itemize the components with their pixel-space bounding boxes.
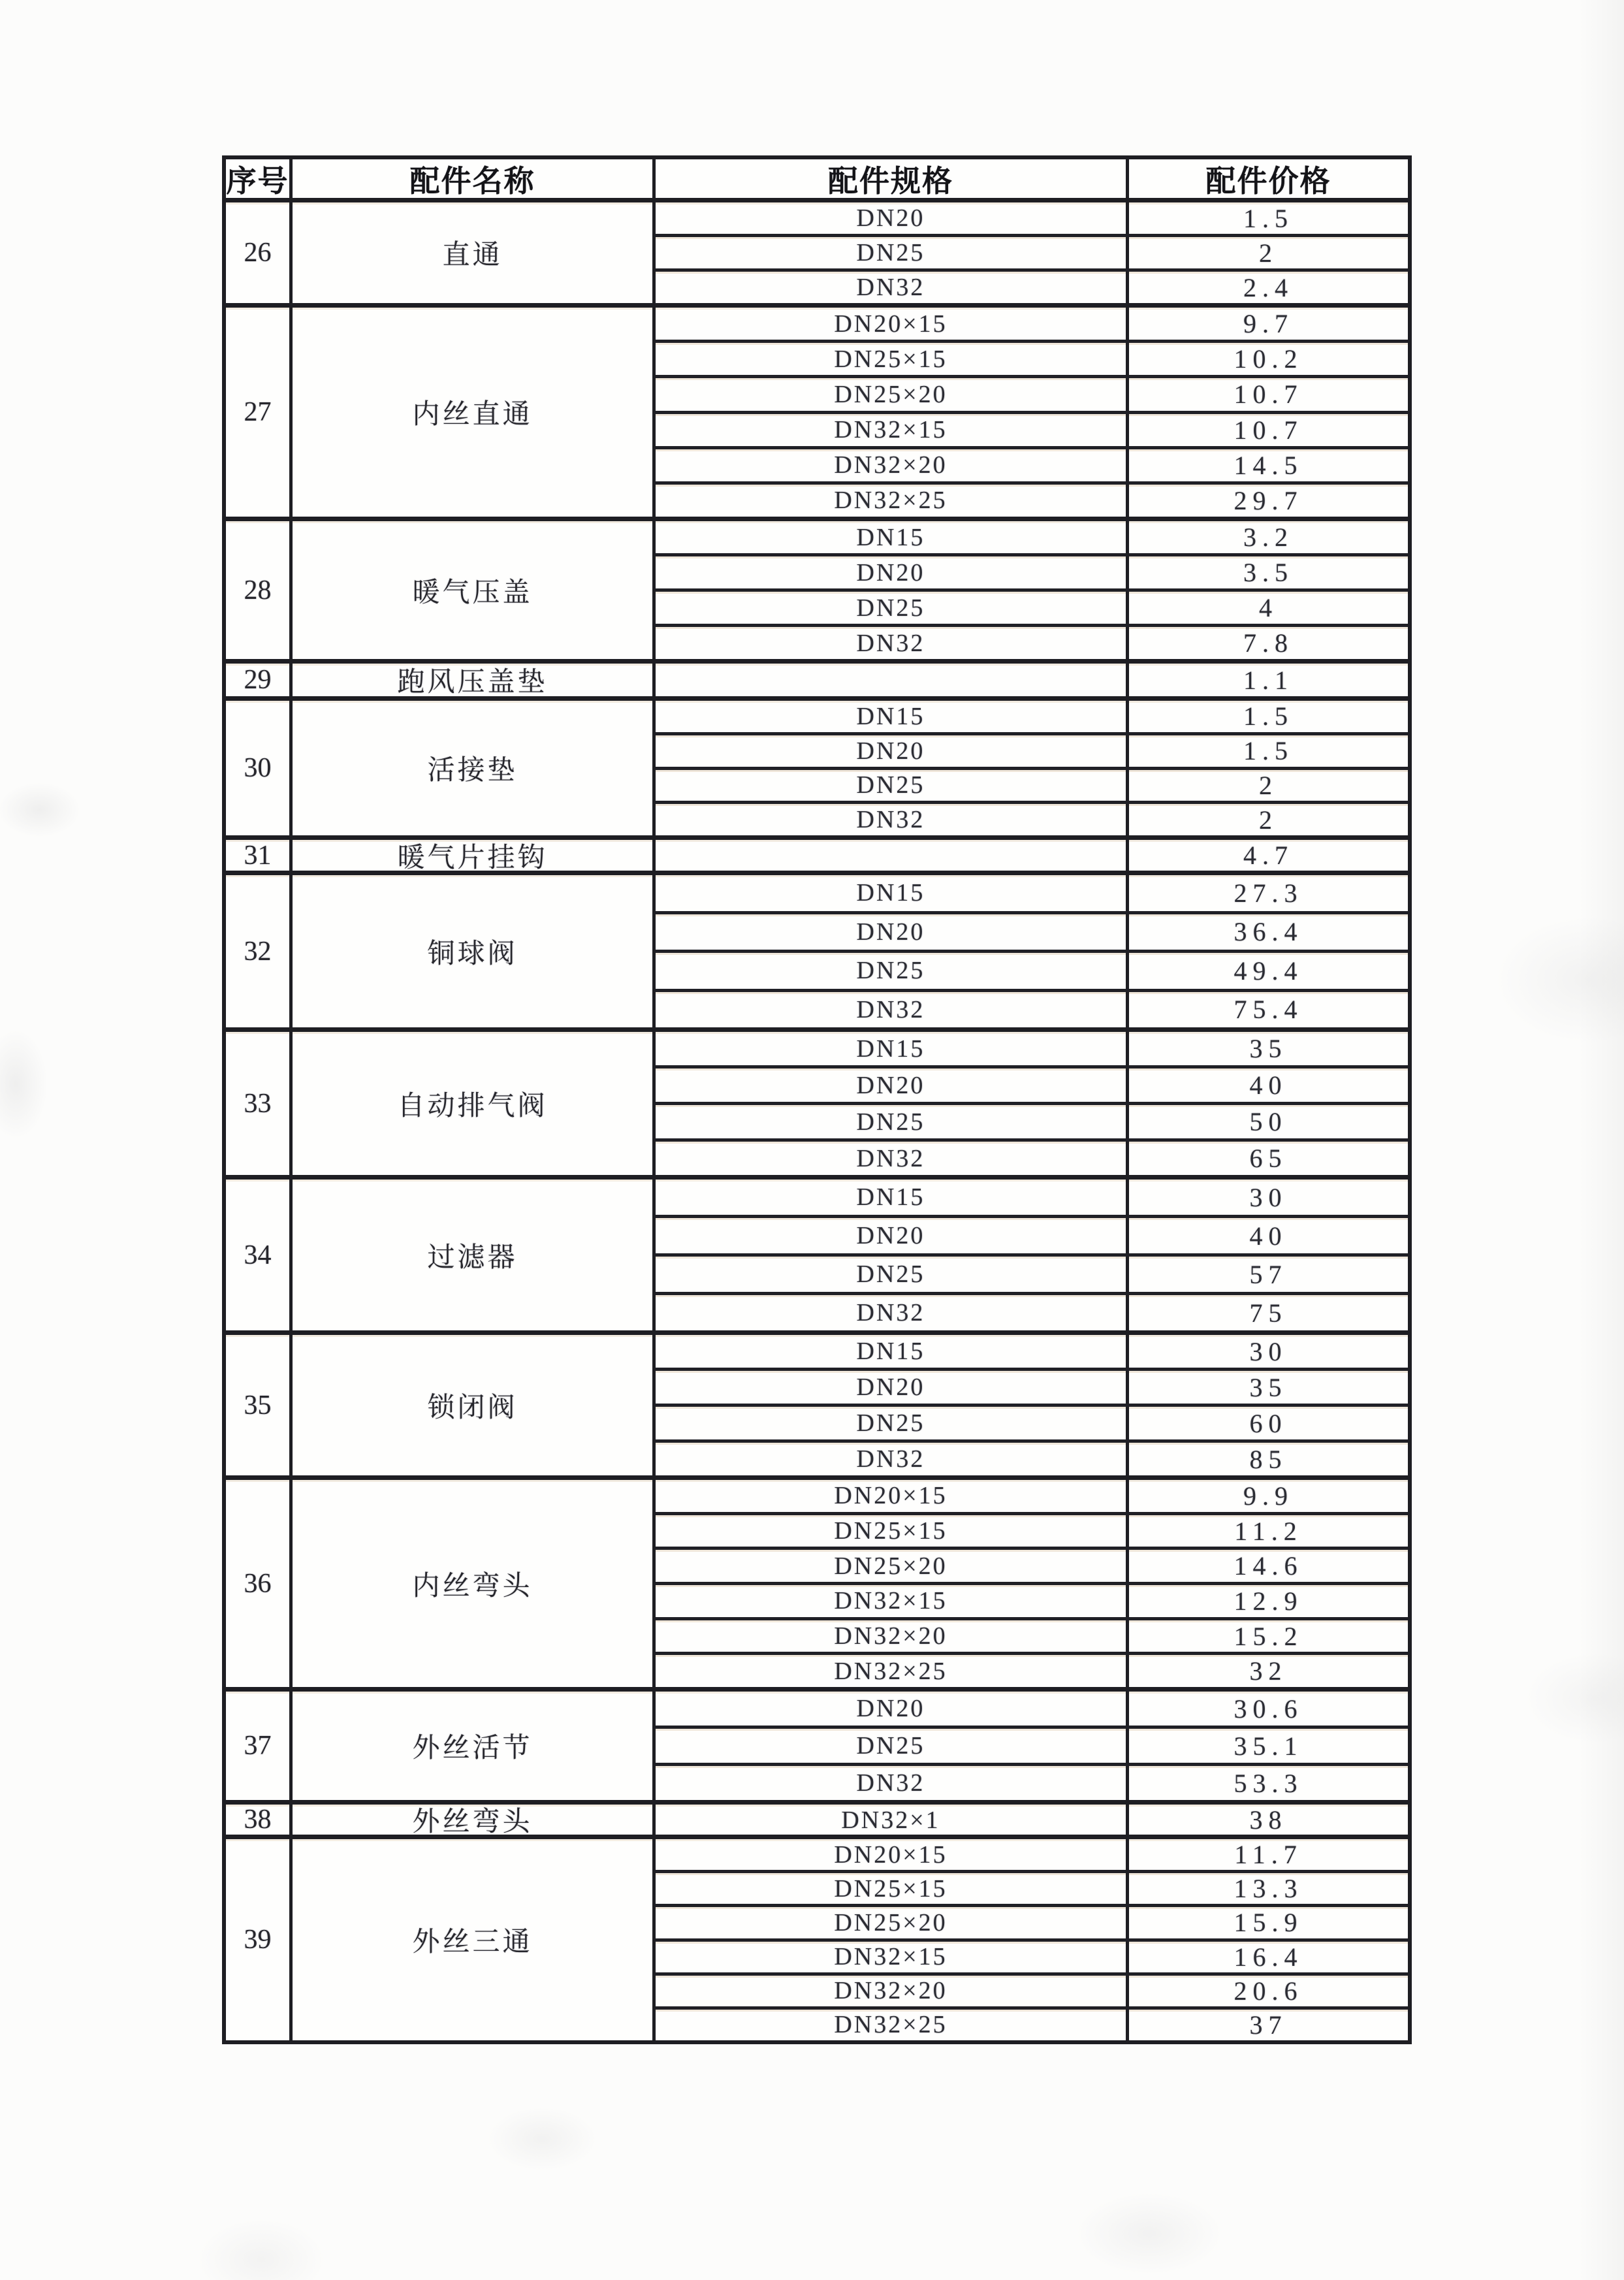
group-rows: [656, 701, 1408, 835]
table-row: [656, 1547, 1408, 1582]
group-rows: [656, 664, 1408, 696]
price-cell: 10.2: [1234, 344, 1303, 374]
spec-cell: DN20: [656, 1371, 1129, 1404]
group-rows: [656, 1805, 1408, 1835]
group-name: 暖气压盖: [293, 521, 656, 659]
table-row: [656, 446, 1408, 481]
spec-cell: DN32×20: [656, 1976, 1129, 2006]
group-rows: [656, 875, 1408, 1027]
spec-cell: DN25×15: [656, 343, 1129, 375]
group-name: 直通: [293, 202, 656, 303]
price-cell: 40: [1249, 1221, 1288, 1251]
group-rows: [656, 521, 1408, 659]
price-cell: 10.7: [1234, 415, 1303, 445]
price-cell: 36.4: [1234, 917, 1303, 947]
table-row: [656, 2006, 1408, 2040]
group-index: 33: [226, 1032, 293, 1175]
spec-cell: DN32: [656, 1766, 1129, 1800]
spec-cell: DN20: [656, 202, 1129, 234]
group-name: 自动排气阀: [293, 1032, 656, 1175]
table-row: [656, 1617, 1408, 1652]
price-cell: 2: [1259, 238, 1278, 268]
price-cell: 30: [1249, 1336, 1288, 1366]
group-rows: [656, 1839, 1408, 2040]
price-cell: 35.1: [1234, 1731, 1303, 1761]
table-group-35: [226, 1330, 1408, 1475]
spec-cell: DN32: [656, 627, 1129, 659]
table-row: [656, 950, 1408, 989]
group-rows: [656, 202, 1408, 303]
group-index: 26: [226, 202, 293, 303]
group-index: 37: [226, 1692, 293, 1800]
table-row: [656, 1839, 1408, 1870]
group-index: 34: [226, 1180, 293, 1330]
price-cell: 12.9: [1234, 1586, 1303, 1616]
table-row: [656, 1215, 1408, 1253]
table-row: [656, 1582, 1408, 1617]
table-group-31: [226, 835, 1408, 871]
price-cell: 4: [1259, 593, 1278, 622]
price-cell: 7.8: [1243, 628, 1294, 658]
spec-cell: DN32×20: [656, 449, 1129, 481]
table-group-36: [226, 1475, 1408, 1687]
group-name: 内丝弯头: [293, 1480, 656, 1687]
price-cell: 50: [1249, 1107, 1288, 1136]
spec-cell: DN20: [656, 1692, 1129, 1726]
table-row: [656, 1138, 1408, 1175]
price-cell: 53.3: [1234, 1768, 1303, 1798]
spec-cell: [656, 664, 1129, 696]
table-group-39: [226, 1835, 1408, 2040]
price-cell: 9.9: [1243, 1481, 1294, 1511]
price-cell: 35: [1249, 1372, 1288, 1402]
price-cell: 85: [1249, 1444, 1288, 1474]
table-row: [656, 588, 1408, 624]
table-row: [656, 840, 1408, 871]
price-cell: 65: [1249, 1144, 1288, 1173]
price-cell: 10.7: [1234, 379, 1303, 409]
spec-cell: DN25: [656, 237, 1129, 268]
spec-cell: DN15: [656, 701, 1129, 732]
table-row: [656, 767, 1408, 801]
table-group-38: [226, 1800, 1408, 1835]
table-group-30: [226, 696, 1408, 835]
spec-cell: DN20: [656, 556, 1129, 588]
group-name: 过滤器: [293, 1180, 656, 1330]
group-name: 外丝弯头: [293, 1805, 656, 1835]
price-cell: 30: [1249, 1182, 1288, 1212]
spec-cell: DN15: [656, 521, 1129, 553]
spec-cell: DN25×20: [656, 1550, 1129, 1582]
price-cell: 9.7: [1243, 309, 1294, 339]
spec-cell: DN32: [656, 1142, 1129, 1175]
spec-cell: DN25: [656, 953, 1129, 989]
group-index: 38: [226, 1805, 293, 1835]
table-group-28: [226, 517, 1408, 659]
spec-cell: DN32: [656, 804, 1129, 835]
spec-cell: DN20: [656, 1068, 1129, 1102]
table-row: [656, 732, 1408, 767]
col-header-index: 序号: [226, 159, 293, 198]
table-group-37: [226, 1687, 1408, 1800]
group-index: 30: [226, 701, 293, 835]
col-header-name: 配件名称: [293, 159, 656, 198]
price-cell: 16.4: [1234, 1942, 1303, 1972]
spec-cell: DN25×15: [656, 1873, 1129, 1904]
price-cell: 3.5: [1243, 558, 1294, 587]
group-index: 35: [226, 1335, 293, 1475]
table-row: [656, 911, 1408, 950]
price-cell: 11.2: [1234, 1516, 1303, 1546]
spec-cell: DN20: [656, 1218, 1129, 1253]
table-row: [656, 411, 1408, 446]
spec-cell: DN15: [656, 1032, 1129, 1065]
table-row: [656, 375, 1408, 410]
spec-cell: DN25×20: [656, 1907, 1129, 1938]
table-row: [656, 1692, 1408, 1726]
spec-cell: DN20: [656, 914, 1129, 950]
table-row: [656, 1726, 1408, 1763]
table-row: [656, 234, 1408, 268]
price-cell: 14.6: [1234, 1551, 1303, 1581]
spec-cell: DN32×25: [656, 485, 1129, 517]
price-cell: 75.4: [1234, 995, 1303, 1025]
price-cell: 13.3: [1234, 1874, 1303, 1904]
spec-cell: DN15: [656, 1180, 1129, 1215]
table-row: [656, 481, 1408, 517]
spec-cell: DN25: [656, 592, 1129, 624]
group-name: 外丝活节: [293, 1692, 656, 1800]
table-row: [656, 1253, 1408, 1292]
table-row: [656, 1904, 1408, 1938]
table-group-32: [226, 871, 1408, 1027]
spec-cell: DN20×15: [656, 1480, 1129, 1512]
table-header-row: [226, 159, 1408, 198]
group-name: 铜球阀: [293, 875, 656, 1027]
price-cell: 57: [1249, 1259, 1288, 1289]
price-cell: 37: [1249, 2010, 1288, 2040]
spec-cell: DN25: [656, 1105, 1129, 1138]
spec-cell: DN25×20: [656, 378, 1129, 410]
spec-cell: DN25×15: [656, 1515, 1129, 1547]
table-row: [656, 1763, 1408, 1800]
table-row: [656, 202, 1408, 234]
table-row: [656, 989, 1408, 1028]
table-row: [656, 308, 1408, 340]
table-row: [656, 1368, 1408, 1404]
spec-cell: DN25: [656, 1257, 1129, 1292]
group-rows: [656, 308, 1408, 517]
table-row: [656, 664, 1408, 696]
price-cell: 40: [1249, 1070, 1288, 1100]
table-group-34: [226, 1175, 1408, 1330]
group-name: 跑风压盖垫: [293, 664, 656, 696]
group-name: 外丝三通: [293, 1839, 656, 2040]
spec-cell: DN32: [656, 1443, 1129, 1475]
spec-cell: DN20×15: [656, 1839, 1129, 1870]
group-index: 31: [226, 840, 293, 871]
table-row: [656, 1439, 1408, 1475]
price-cell: 14.5: [1234, 450, 1303, 480]
price-cell: 2.4: [1243, 272, 1294, 302]
price-cell: 2: [1259, 805, 1278, 835]
spec-cell: DN15: [656, 875, 1129, 911]
group-index: 39: [226, 1839, 293, 2040]
price-cell: 4.7: [1243, 841, 1294, 870]
spec-cell: DN32: [656, 1295, 1129, 1330]
group-index: 28: [226, 521, 293, 659]
group-name: 活接垫: [293, 701, 656, 835]
price-cell: 20.6: [1234, 1976, 1303, 2006]
spec-cell: DN15: [656, 1335, 1129, 1368]
group-rows: [656, 840, 1408, 871]
table-row: [656, 1032, 1408, 1065]
table-row: [656, 1805, 1408, 1835]
table-row: [656, 1292, 1408, 1330]
table-row: [656, 1870, 1408, 1904]
table-row: [656, 1652, 1408, 1687]
group-index: 29: [226, 664, 293, 696]
price-cell: 75: [1249, 1298, 1288, 1328]
parts-price-table: [222, 155, 1412, 2044]
spec-cell: DN32×1: [656, 1805, 1129, 1835]
table-row: [656, 1102, 1408, 1138]
group-rows: [656, 1032, 1408, 1175]
spec-cell: DN32×20: [656, 1620, 1129, 1652]
spec-cell: DN32×25: [656, 1655, 1129, 1687]
table-row: [656, 1480, 1408, 1512]
table-row: [656, 521, 1408, 553]
table-row: [656, 1938, 1408, 1972]
table-row: [656, 1404, 1408, 1439]
price-cell: 1.5: [1243, 736, 1294, 766]
price-cell: 35: [1249, 1034, 1288, 1063]
price-cell: 15.2: [1234, 1621, 1303, 1651]
group-index: 32: [226, 875, 293, 1027]
group-rows: [656, 1480, 1408, 1687]
price-cell: 1.5: [1243, 203, 1294, 233]
price-cell: 15.9: [1234, 1908, 1303, 1938]
price-cell: 1.1: [1243, 665, 1294, 695]
group-name: 锁闭阀: [293, 1335, 656, 1475]
table-row: [656, 1180, 1408, 1215]
table-row: [656, 1512, 1408, 1547]
table-row: [656, 801, 1408, 835]
spec-cell: DN32×15: [656, 414, 1129, 446]
spec-cell: DN32: [656, 992, 1129, 1028]
group-rows: [656, 1180, 1408, 1330]
table-row: [656, 268, 1408, 303]
table-group-26: [226, 198, 1408, 303]
group-index: 36: [226, 1480, 293, 1687]
table-row: [656, 1335, 1408, 1368]
spec-cell: DN32×15: [656, 1585, 1129, 1617]
price-cell: 2: [1259, 770, 1278, 800]
price-cell: 3.2: [1243, 522, 1294, 552]
spec-cell: DN25: [656, 1407, 1129, 1439]
price-cell: 27.3: [1234, 878, 1303, 908]
table-row: [656, 1972, 1408, 2006]
table-row: [656, 340, 1408, 375]
group-name: 内丝直通: [293, 308, 656, 517]
group-rows: [656, 1692, 1408, 1800]
spec-cell: DN25: [656, 1729, 1129, 1763]
col-header-price: 配件价格: [1205, 163, 1331, 198]
col-header-spec: 配件规格: [656, 159, 1129, 198]
spec-cell: DN32: [656, 272, 1129, 303]
table-group-27: [226, 303, 1408, 517]
table-group-29: [226, 659, 1408, 696]
spec-cell: [656, 840, 1129, 871]
spec-cell: DN32×15: [656, 1942, 1129, 1972]
table-row: [656, 701, 1408, 732]
spec-cell: DN20×15: [656, 308, 1129, 340]
table-row: [656, 875, 1408, 911]
spec-cell: DN20: [656, 735, 1129, 767]
price-cell: 29.7: [1234, 485, 1303, 515]
group-name: 暖气片挂钩: [293, 840, 656, 871]
price-cell: 1.5: [1243, 701, 1294, 731]
price-cell: 49.4: [1234, 955, 1303, 986]
spec-cell: DN25: [656, 770, 1129, 801]
table-row: [656, 624, 1408, 659]
table-group-33: [226, 1027, 1408, 1175]
price-cell: 60: [1249, 1408, 1288, 1438]
spec-cell: DN32×25: [656, 2010, 1129, 2040]
table-row: [656, 553, 1408, 588]
group-rows: [656, 1335, 1408, 1475]
price-cell: 30.6: [1234, 1694, 1303, 1724]
price-cell: 32: [1249, 1656, 1288, 1686]
table-row: [656, 1065, 1408, 1102]
price-cell: 11.7: [1234, 1840, 1303, 1870]
group-index: 27: [226, 308, 293, 517]
price-cell: 38: [1249, 1805, 1288, 1835]
